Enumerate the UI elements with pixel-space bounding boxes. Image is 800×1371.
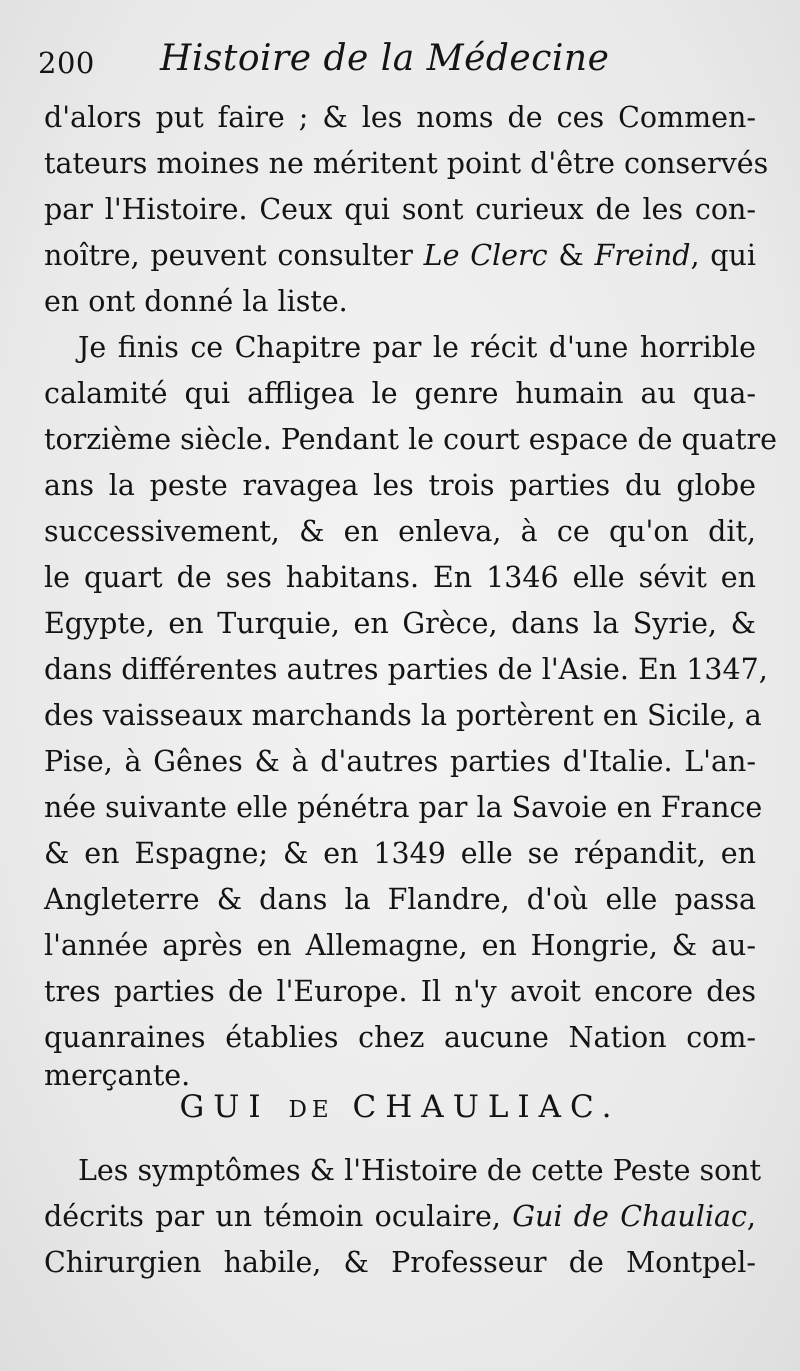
line-text: noître, peuvent consulter <box>44 239 424 272</box>
heading-particle: DE <box>288 1097 334 1123</box>
heading-text: CHAULIAC. <box>333 1089 621 1125</box>
text-line: Egypte, en Turquie, en Grèce, dans la Syrie, & <box>44 607 756 640</box>
text-line: dans différentes autres parties de l'Asie. En 1347, <box>44 653 768 686</box>
text-line: ans la peste ravagea les trois parties du globe <box>44 469 756 502</box>
text-line: calamité qui affligea le genre humain au qua- <box>44 377 756 410</box>
page-header <box>38 38 758 90</box>
line-text: décrits par un témoin oculaire, <box>44 1200 513 1233</box>
text-line: l'année après en Allemagne, en Hongrie, & au- <box>44 929 756 962</box>
text-line: d'alors put faire ; & les noms de ces Commen- <box>44 101 756 134</box>
author-reference: Freind <box>594 239 691 272</box>
text-line <box>44 233 756 279</box>
text-line: tateurs moines ne méritent point d'être conservés <box>44 147 769 180</box>
page-number: 200 <box>38 46 95 80</box>
text-line: par l'Histoire. Ceux qui sont curieux de les con- <box>44 193 756 226</box>
paragraph-first-line: Les symptômes & l'Histoire de cette Peste sont <box>78 1154 762 1187</box>
text-line: des vaisseaux marchands la portèrent en Sicile, a <box>44 699 762 732</box>
text-line: Chirurgien habile, & Professeur de Montpel- <box>44 1246 756 1279</box>
paragraph-first-line: Je finis ce Chapitre par le récit d'une horrible <box>78 331 756 364</box>
running-title: Histoire de la Médecine <box>160 38 610 79</box>
text-line: le quart de ses habitans. En 1346 elle sévit en <box>44 561 756 594</box>
text-line: & en Espagne; & en 1349 elle se répandit, en <box>44 837 756 870</box>
section-heading <box>44 1082 756 1132</box>
line-text: & <box>547 239 595 272</box>
text-line <box>44 1194 756 1240</box>
heading-text: GUI <box>179 1089 289 1125</box>
line-text: , qui <box>690 239 756 272</box>
text-line: merçante. <box>44 1059 191 1092</box>
text-line: torzième siècle. Pendant le court espace de quatre <box>44 423 778 456</box>
text-line: successivement, & en enleva, à ce qu'on dit, <box>44 515 756 548</box>
text-line: Pise, à Gênes & à d'autres parties d'Italie. L'an- <box>44 745 756 778</box>
text-line: née suivante elle pénétra par la Savoie en France <box>44 791 763 824</box>
person-name: Gui de Chauliac <box>512 1200 747 1233</box>
text-line: Angleterre & dans la Flandre, d'où elle passa <box>44 883 756 916</box>
text-line: en ont donné la liste. <box>44 285 348 318</box>
text-line: tres parties de l'Europe. Il n'y avoit encore des <box>44 975 756 1008</box>
text-line: quanraines établies chez aucune Nation com- <box>44 1021 756 1054</box>
author-reference: Le Clerc <box>423 239 548 272</box>
line-text: , <box>746 1200 756 1233</box>
